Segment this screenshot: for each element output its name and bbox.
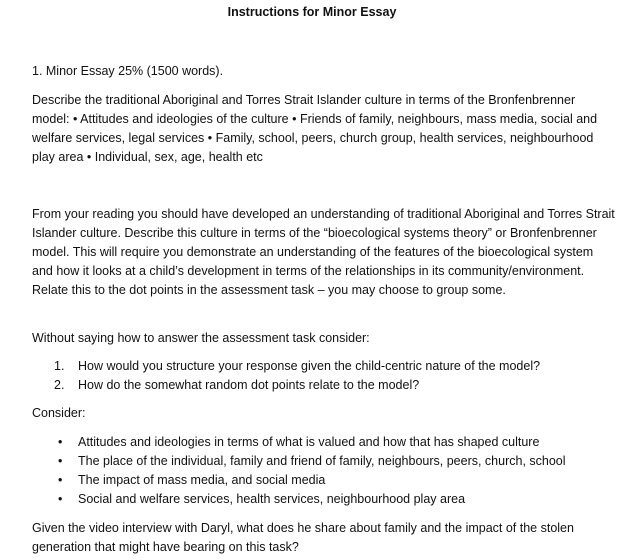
consideration-text: Attitudes and ideologies in terms of what is valued and how that has shaped culture [78,435,540,449]
closing-paragraph: Given the video interview with Daryl, what does he share about family and the impact of the stolen generation that might have bearing on this task? [32,521,574,554]
list-item [32,357,616,376]
essay-heading: 1. Minor Essay 25% (1500 words). [32,64,224,78]
bullet-icon: • [58,435,63,449]
consideration-text: The impact of mass media, and social media [78,473,326,487]
consideration-text: Social and welfare services, health services, neighbourhood play area [78,492,466,506]
list-item [32,490,616,509]
list-item [32,471,616,490]
consider-label: Consider: [32,406,86,420]
list-item [32,376,616,395]
list-number: 1. [54,359,65,373]
bullet-icon: • [58,473,63,487]
question-text: How would you structure your response given the child-centric nature of the model? [78,359,541,373]
describe-paragraph: Describe the traditional Aboriginal and Torres Strait Islander culture in terms of the Bronfenbrenner model: • Attitudes and ideologies of the culture • Friends of family, neighbours, mass media, social and welfare services, legal services • Family, school, peers, church group, health services, neighbourhood play area • Individual, sex, age, health etc [32,93,598,164]
bullet-icon: • [58,492,63,506]
question-text: How do the somewhat random dot points relate to the model? [78,378,420,392]
bullet-icon: • [58,454,63,468]
without-intro: Without saying how to answer the assessment task consider: [32,331,370,345]
list-number: 2. [54,378,65,392]
consideration-list [32,433,616,509]
question-list [32,357,616,395]
list-item [32,433,616,452]
reading-paragraph: From your reading you should have developed an understanding of traditional Aboriginal and Torres Strait Islander culture. Describe this culture in terms of the “bioecological systems theory” or Bronfenbrenner model. This will require you demonstrate an understanding of the features of the bioecological system and how it looks at a child’s development in terms of the relationships in its community/environment. Relate this to the dot points in the assessment task – you may choose to group some. [32,207,615,297]
document-title: Instructions for Minor Essay [227,5,397,19]
consideration-text: The place of the individual, family and friend of family, neighbours, peers, church, school [78,454,566,468]
list-item [32,452,616,471]
